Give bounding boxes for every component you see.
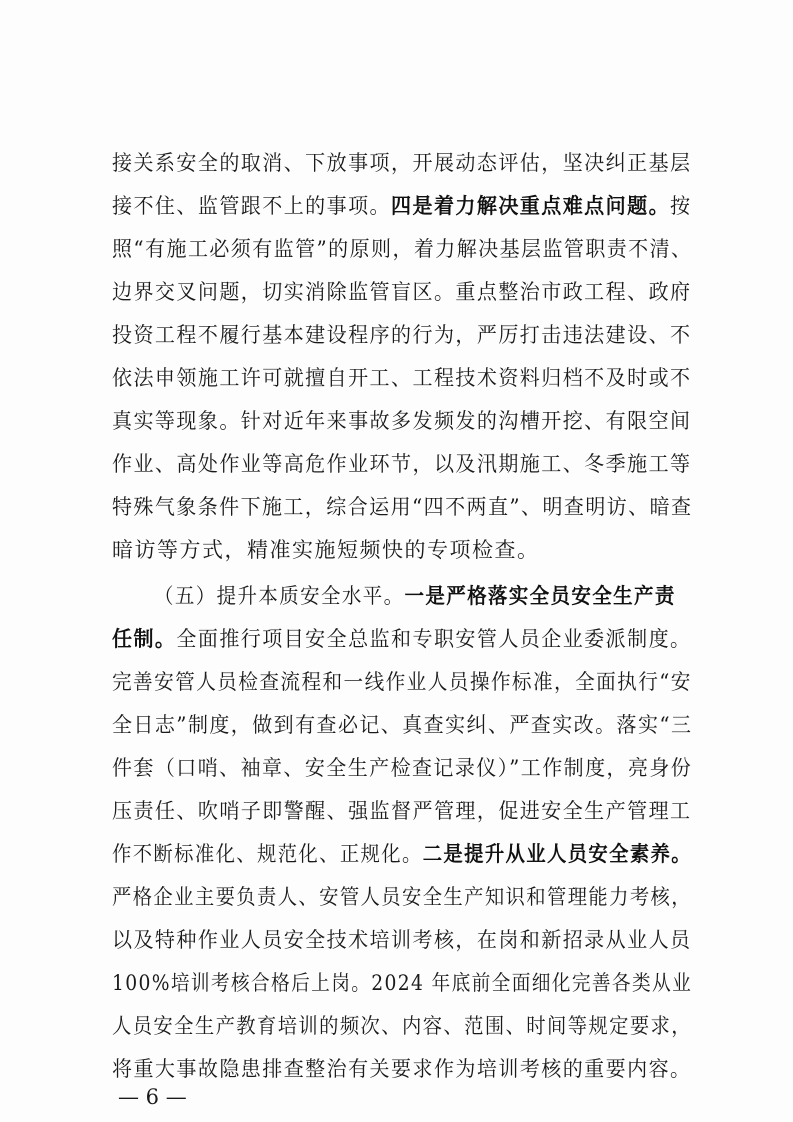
text-run: 以及特种作业人员安全技术培训考核，在岗和新招录从业人员: [112, 928, 692, 952]
text-line: [112, 363, 692, 393]
text-run: 接不住、监管跟不上的事项。: [112, 194, 392, 218]
text-run: 严格企业主要负责人、安管人员安全生产知识和管理能力考核，: [112, 885, 692, 909]
text-run: 接关系安全的取消、下放事项，开展动态评估，坚决纠正基层: [112, 151, 692, 175]
text-line: [112, 320, 692, 350]
text-line: [112, 968, 693, 998]
text-run: 作业、高处作业等高危作业环节，以及汛期施工、冬季施工等: [112, 452, 692, 476]
text-line: [112, 839, 692, 869]
text-run: 真实等现象。针对近年来事故多发频发的沟槽开挖、有限空间: [112, 409, 692, 433]
text-run: 投资工程不履行基本建设程序的行为，严厉打击违法建设、不: [112, 323, 692, 347]
text-line: [112, 882, 692, 912]
text-run: 特殊气象条件下施工，综合运用“四不两直”、明查明访、暗查: [112, 495, 693, 519]
text-run: 全日志”制度，做到有查必记、真查实纠、严查实改。落实“三: [112, 713, 693, 737]
text-line: [112, 753, 693, 783]
text-line: [112, 796, 692, 826]
text-run: 依法申领施工许可就擅自开工、工程技术资料归档不及时或不: [112, 366, 692, 390]
text-run: 100%培训考核合格后上岗。2024 年底前全面细化完善各类从业: [112, 971, 693, 995]
page-number: — 6 —: [118, 1085, 187, 1109]
text-run: 暗访等方式，精准实施短频快的专项检查。: [112, 538, 540, 562]
text-run: 边界交叉问题，切实消除监管盲区。重点整治市政工程、政府: [112, 280, 692, 304]
text-line: [112, 277, 692, 307]
text-run: 人员安全生产教育培训的频次、内容、范围、时间等规定要求，: [112, 1014, 692, 1038]
text-line: [112, 710, 693, 740]
text-run: 按: [670, 194, 692, 218]
text-line: [112, 1054, 692, 1084]
text-line: [112, 234, 693, 264]
bold-heading-run: 二是提升从业人员安全素养。: [422, 842, 692, 866]
text-run: 作不断标准化、规范化、正规化。: [112, 842, 423, 866]
text-run: 件套（口哨、袖章、安全生产检查记录仪）”工作制度，亮身份: [112, 756, 693, 780]
bold-heading-run: 四是着力解决重点难点问题。: [391, 194, 671, 218]
text-line: [112, 1011, 692, 1041]
text-run: 将重大事故隐患排查整治有关要求作为培训考核的重要内容。: [112, 1057, 692, 1081]
text-line: [112, 148, 692, 178]
text-line: [112, 191, 692, 221]
text-line: [112, 535, 692, 565]
text-line: [112, 449, 692, 479]
text-line: [112, 624, 692, 654]
text-line: [112, 492, 693, 522]
text-run: 照“有施工必须有监管”的原则，着力解决基层监管职责不清、: [112, 237, 693, 261]
section-heading-line: [154, 581, 692, 611]
text-run: 完善安管人员检查流程和一线作业人员操作标准，全面执行“安: [112, 670, 692, 694]
bold-heading-run: 任制。: [112, 627, 177, 651]
text-line: [112, 406, 692, 436]
bold-heading-run: 一是严格落实全员安全生产责: [404, 584, 676, 608]
text-run: 压责任、吹哨子即警醒、强监督严管理，促进安全生产管理工: [112, 799, 692, 823]
section-heading: （五）提升本质安全水平。: [154, 584, 405, 608]
text-line: [112, 667, 692, 697]
text-line: [112, 925, 692, 955]
text-run: 全面推行项目安全总监和专职安管人员企业委派制度。: [176, 627, 692, 651]
